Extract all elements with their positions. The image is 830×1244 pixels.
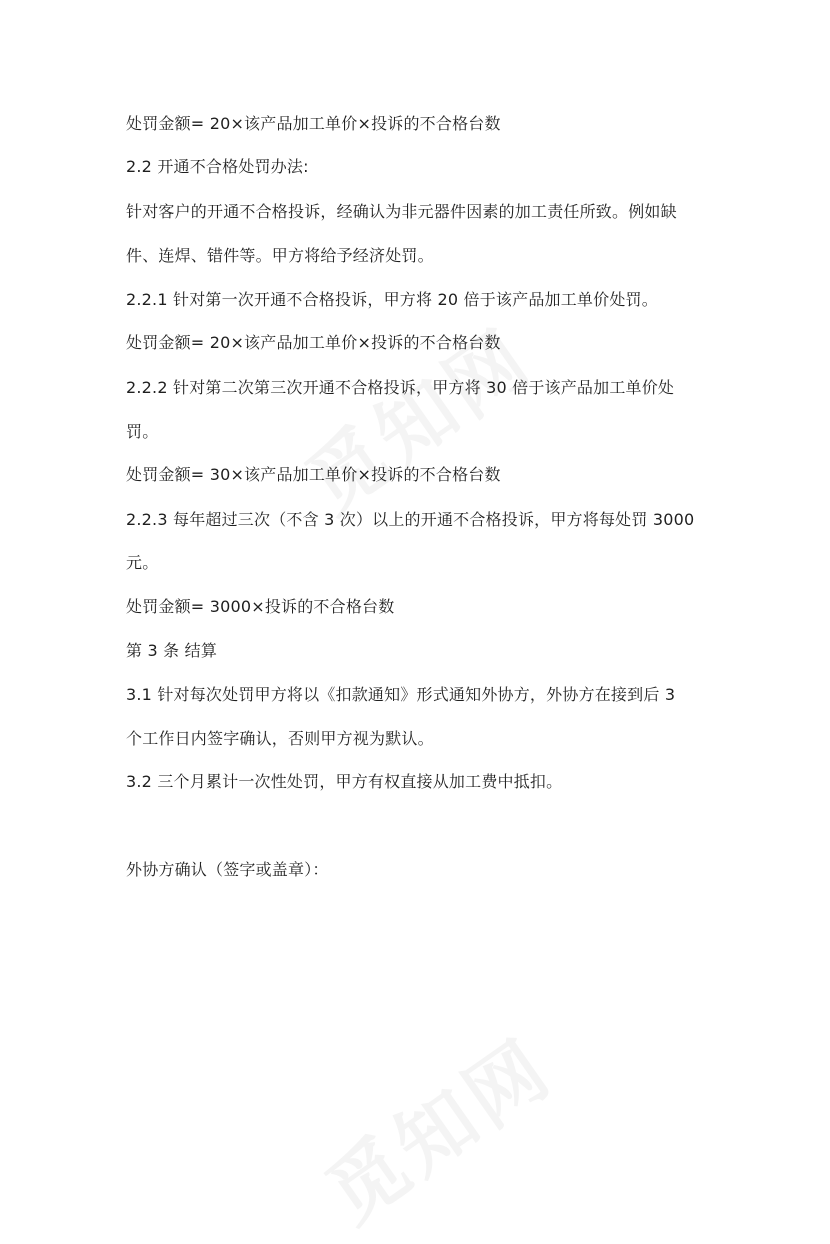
paragraph-line: 元。 [126,553,159,572]
watermark [301,1008,572,1244]
paragraph-line: 罚。 [126,422,159,441]
section-heading-article-3: 第 3 条 结算 [126,641,218,660]
signature-line: 外协方确认（签字或盖章）： [126,860,329,879]
paragraph-line: 个工作日内签字确认，否则甲方视为默认。 [126,729,434,748]
clause-2-2-1: 2.2.1 针对第一次开通不合格投诉，甲方将 20 倍于该产品加工单价处罚。 [126,290,658,309]
penalty-formula-line: 处罚金额= 3000×投诉的不合格台数 [126,597,395,616]
clause-2-2-2: 2.2.2 针对第二次第三次开通不合格投诉，甲方将 30 倍于该产品加工单价处 [126,378,675,397]
paragraph-line: 针对客户的开通不合格投诉，经确认为非元器件因素的加工责任所致。例如缺 [126,202,677,221]
clause-3-1: 3.1 针对每次处罚甲方将以《扣款通知》形式通知外协方，外协方在接到后 3 [126,685,676,704]
section-heading-2-2: 2.2 开通不合格处罚办法: [126,157,309,176]
penalty-formula-line: 处罚金额= 20×该产品加工单价×投诉的不合格台数 [126,333,501,352]
clause-2-2-3: 2.2.3 每年超过三次（不含 3 次）以上的开通不合格投诉，甲方将每处罚 3000 [126,510,695,529]
clause-3-2: 3.2 三个月累计一次性处罚，甲方有权直接从加工费中抵扣。 [126,772,563,791]
paragraph-line: 件、连焊、错件等。甲方将给予经济处罚。 [126,246,434,265]
penalty-formula-line: 处罚金额= 30×该产品加工单价×投诉的不合格台数 [126,465,501,484]
penalty-formula-line: 处罚金额= 20×该产品加工单价×投诉的不合格台数 [126,114,501,133]
